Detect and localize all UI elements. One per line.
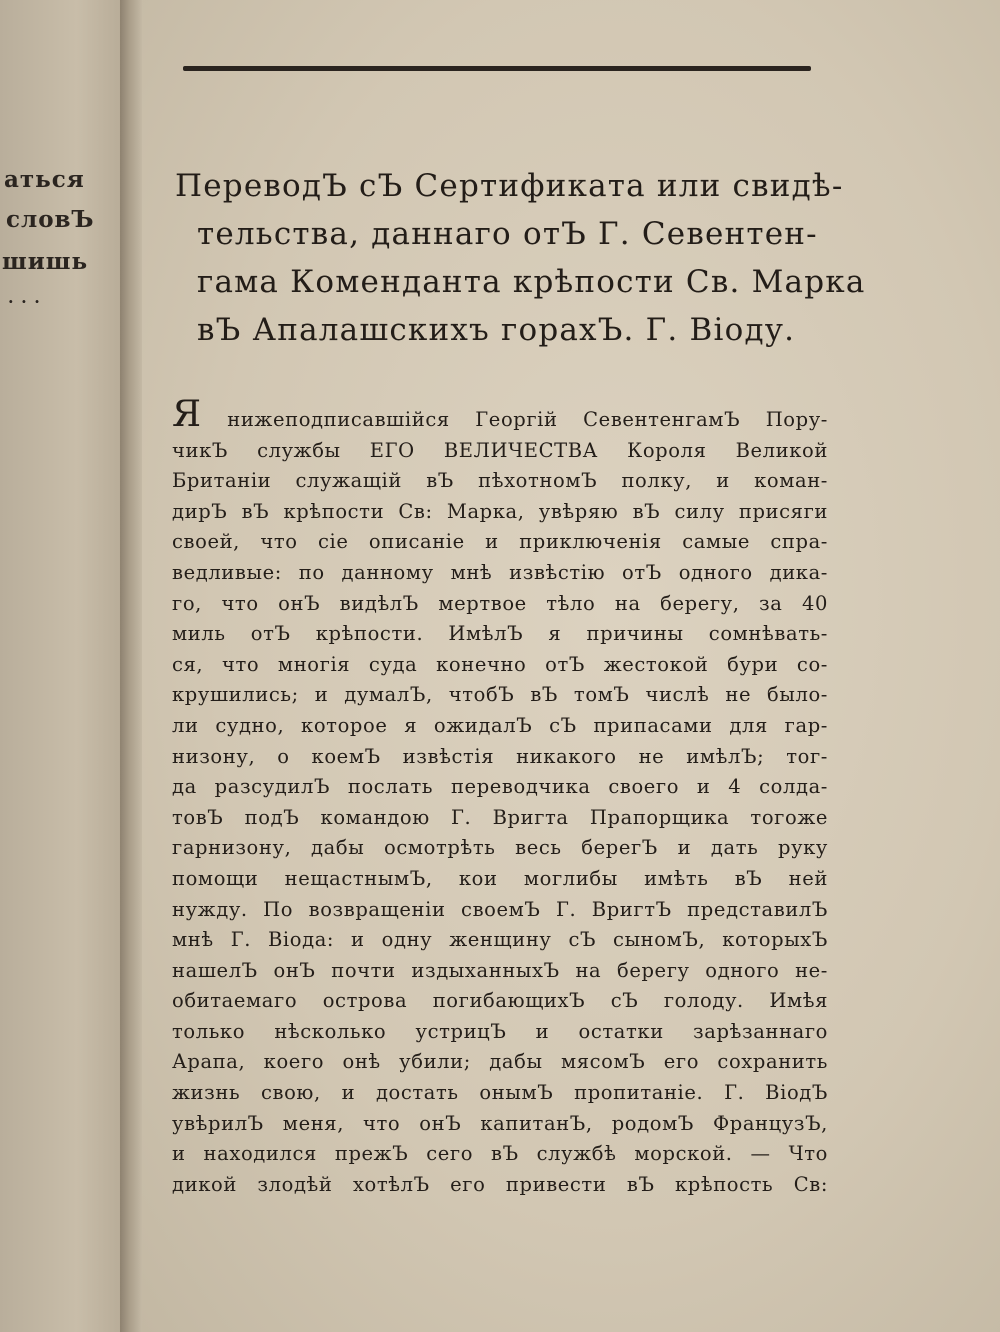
text-line: ведливые: по данному мнѣ извѣстію отЪ одного дика- [172, 560, 828, 584]
text-line: гарнизону, дабы осмотрѣть весь берегЪ и дать руку [172, 836, 828, 860]
title-line: вЪ Апалашскихъ горахЪ. Г. Віоду. [197, 312, 796, 348]
title-line: тельства, даннаго отЪ Г. Севентен- [197, 216, 818, 252]
text-line: жизнь свою, и достать онымЪ пропитаніе. Г. ВіодЪ [172, 1081, 828, 1105]
body-paragraph [172, 394, 828, 1200]
text-line: го, что онЪ видѣлЪ мертвое тѣло на берегу, за 40 [172, 591, 828, 615]
text-line: мнѣ Г. Віода: и одну женщину сЪ сыномЪ, которыхЪ [172, 928, 828, 952]
text-line: увѣрилЪ меня, что онЪ капитанЪ, родомЪ ФранцузЪ, [172, 1111, 828, 1135]
left-page-fragment: аться [4, 166, 85, 193]
book-gutter [120, 0, 142, 1332]
text-line: своей, что сіе описаніе и приключенія самые спра- [172, 530, 828, 554]
text-line: крушились; и думалЪ, чтобЪ вЪ томЪ числѣ не было- [172, 683, 828, 707]
left-page [0, 0, 128, 1332]
text-line: обитаемаго острова погибающихЪ сЪ голоду. Имѣя [172, 989, 828, 1013]
title-line: гама Коменданта крѣпости Св. Марка [197, 264, 866, 300]
text-line: нужду. По возвращеніи своемЪ Г. ВригтЪ представилЪ [172, 897, 828, 921]
text-line: Британіи служащій вЪ пѣхотномЪ полку, и коман- [172, 469, 828, 493]
header-rule [183, 66, 811, 71]
text-line: низону, о коемЪ извѣстія никакого не имѣлЪ; тог- [172, 744, 828, 768]
text-line: нашелЪ онЪ почти издыханныхЪ на берегу одного не- [172, 958, 828, 982]
left-page-fragment: шишь [2, 248, 89, 275]
title-line: ПереводЪ сЪ Сертификата или свидѣ- [175, 168, 844, 204]
left-page-fragment: словЪ [6, 206, 95, 233]
left-page-fragment: · · · [8, 292, 41, 311]
text-line: миль отЪ крѣпости. ИмѣлЪ я причины сомнѣвать- [172, 622, 828, 646]
text-line [172, 394, 828, 436]
text-line: и находился прежЪ сего вЪ службѣ морской. — Что [172, 1142, 828, 1166]
drop-cap: Я [172, 394, 202, 435]
text-line: помощи нещастнымЪ, кои моглибы имѣть вЪ ней [172, 866, 828, 890]
text-line: Арапа, коего онѣ убили; дабы мясомЪ его сохранить [172, 1050, 828, 1074]
text-line: ли судно, которое я ожидалЪ сЪ припасами для гар- [172, 713, 828, 737]
text-line: только нѣсколько устрицЪ и остатки зарѣзаннаго [172, 1019, 828, 1043]
text-line: да разсудилЪ послать переводчика своего и 4 солда- [172, 775, 828, 799]
text-line: дирЪ вЪ крѣпости Св: Марка, увѣряю вЪ силу присяги [172, 499, 828, 523]
page-title [175, 162, 866, 354]
text-line-content: нижеподписавшійся Георгій СевентенгамЪ Пору- [227, 408, 828, 431]
text-line: дикой злодѣй хотѣлЪ его привести вЪ крѣпость Св: [172, 1172, 828, 1196]
text-line: товЪ подЪ командою Г. Вригта Прапорщика тогоже [172, 805, 828, 829]
text-line: чикЪ службы ЕГО ВЕЛИЧЕСТВА Короля Великой [172, 438, 828, 462]
text-line: ся, что многія суда конечно отЪ жестокой бури со- [172, 652, 828, 676]
